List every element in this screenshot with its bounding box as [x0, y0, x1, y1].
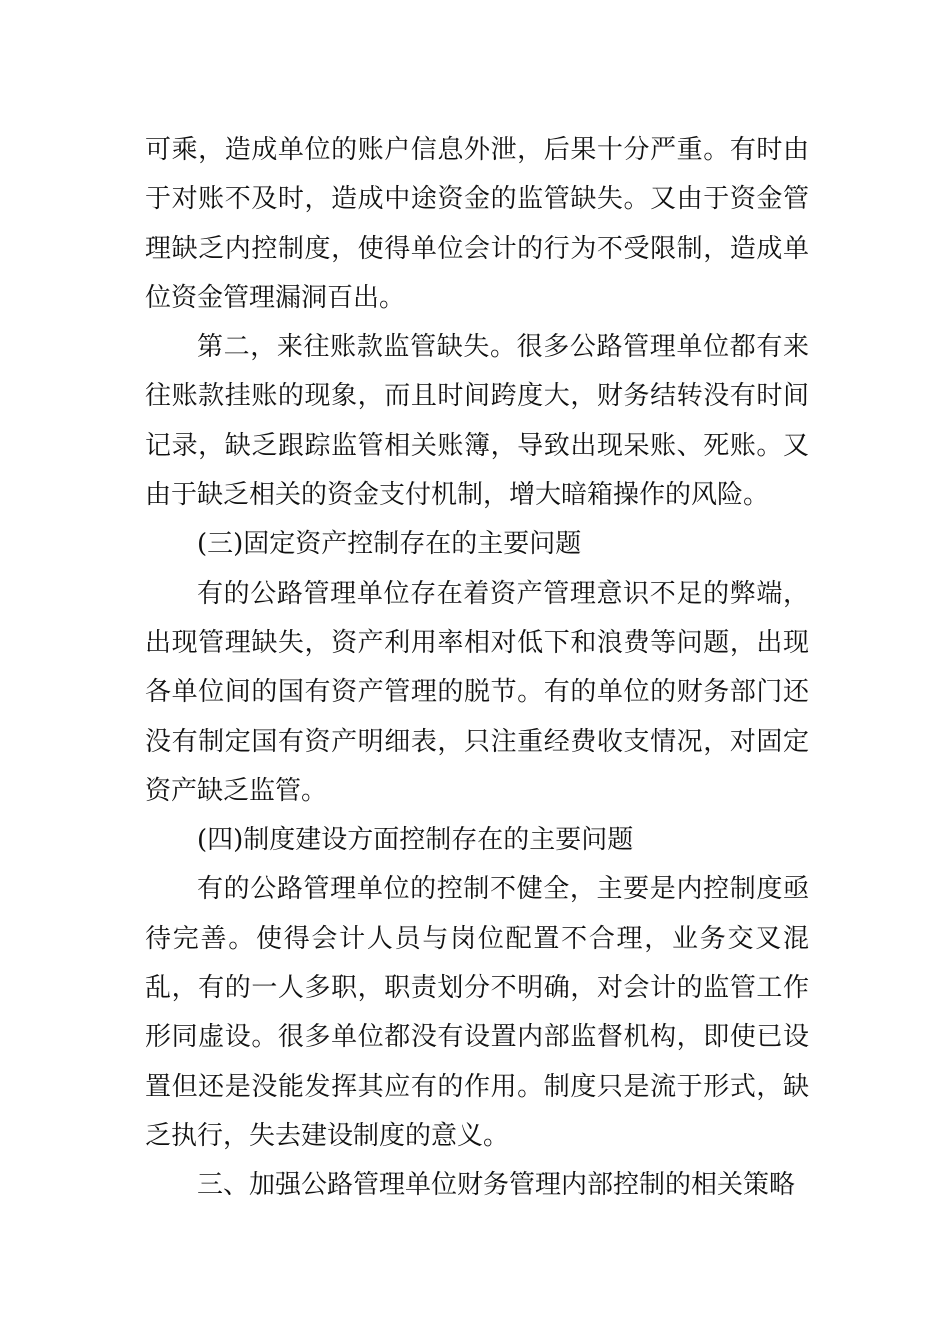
- paragraph-continuation: 可乘，造成单位的账户信息外泄，后果十分严重。有时由于对账不及时，造成中途资金的监管缺失。又由于资金管理缺乏内控制度，使得单位会计的行为不受限制，造成单位资金管理漏洞百出。: [145, 135, 809, 313]
- section-heading-strategies: 三、加强公路管理单位财务管理内部控制的相关策略: [197, 1170, 796, 1201]
- paragraph-accounts-supervision: 第二，来往账款监管缺失。很多公路管理单位都有来往账款挂账的现象，而且时间跨度大，财务结转没有时间记录，缺乏跟踪监管相关账簿，导致出现呆账、死账。又由于缺乏相关的资金支付机制，增大暗箱操作的风险。: [145, 332, 809, 511]
- paragraph-system-construction: 有的公路管理单位的控制不健全，主要是内控制度亟待完善。使得会计人员与岗位配置不合理，业务交叉混乱，有的一人多职，职责划分不明确，对会计的监管工作形同虚设。很多单位都没有设置内部监督机构，即使已设置但还是没能发挥其应有的作用。制度只是流于形式，缺乏执行，失去建设制度的意义。: [145, 874, 809, 1151]
- section-heading-fixed-assets: (三)固定资产控制存在的主要问题: [197, 529, 582, 560]
- paragraph-fixed-assets: 有的公路管理单位存在着资产管理意识不足的弊端，出现管理缺失，资产利用率相对低下和浪费等问题，出现各单位间的国有资产管理的脱节。有的单位的财务部门还没有制定国有资产明细表，只注重经费收支情况，对固定资产缺乏监管。: [145, 578, 809, 806]
- section-heading-system-construction: (四)制度建设方面控制存在的主要问题: [197, 825, 634, 856]
- document-body: [145, 126, 809, 1211]
